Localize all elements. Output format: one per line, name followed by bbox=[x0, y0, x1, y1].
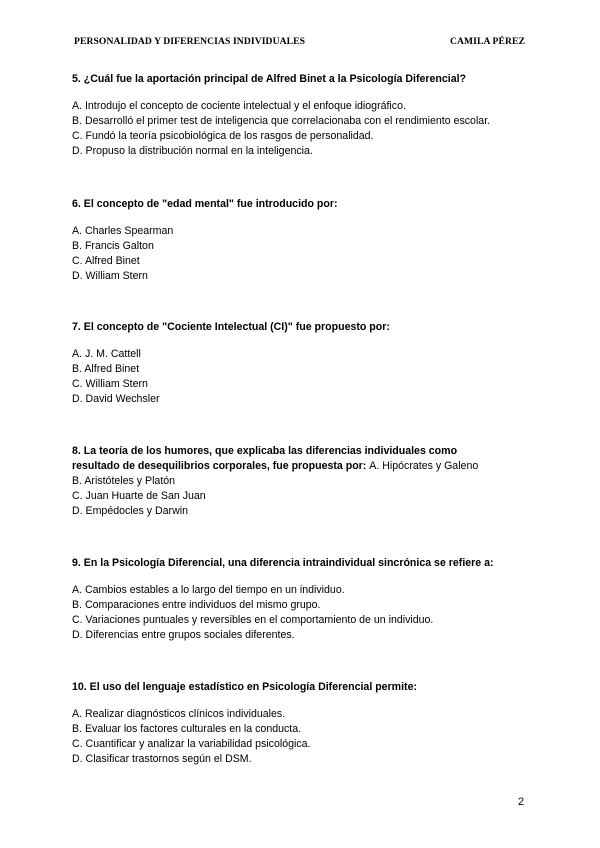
header-author: CAMILA PÉREZ bbox=[449, 36, 525, 47]
options-list bbox=[72, 224, 542, 284]
option-b: B. Alfred Binet bbox=[72, 363, 140, 375]
option-b: B. Evaluar los factores culturales en la conducta. bbox=[72, 723, 302, 735]
option-d: D. Propuso la distribución normal en la inteligencia. bbox=[72, 145, 313, 157]
options-list bbox=[72, 347, 542, 407]
options-list bbox=[72, 707, 542, 767]
option-b: B. Desarrolló el primer test de inteligencia que correlacionaba con el rendimiento escolar. bbox=[72, 115, 491, 127]
option-c: C. Fundó la teoría psicobiológica de los rasgos de personalidad. bbox=[72, 130, 374, 142]
option-b: B. Francis Galton bbox=[72, 240, 154, 252]
question-title: 6. El concepto de "edad mental" fue introducido por: bbox=[72, 198, 338, 210]
options-list bbox=[72, 99, 542, 159]
option-d: D. David Wechsler bbox=[72, 393, 160, 405]
option-d: D. Clasificar trastornos según el DSM. bbox=[72, 753, 252, 765]
option-b: B. Comparaciones entre individuos del mismo grupo. bbox=[72, 599, 321, 611]
option-c: C. Alfred Binet bbox=[72, 255, 140, 267]
question-title-line-1: 8. La teoría de los humores, que explicaba las diferencias individuales como bbox=[72, 445, 458, 457]
question-7 bbox=[72, 320, 542, 407]
options-list bbox=[72, 583, 542, 643]
question-title: 10. El uso del lenguaje estadístico en Psicología Diferencial permite: bbox=[72, 681, 417, 693]
page-number: 2 bbox=[518, 796, 525, 808]
option-a: A. J. M. Cattell bbox=[72, 348, 141, 360]
option-c: C. William Stern bbox=[72, 378, 148, 390]
option-d: D. Diferencias entre grupos sociales diferentes. bbox=[72, 629, 295, 641]
question-9 bbox=[72, 556, 542, 643]
header-course-title: PERSONALIDAD Y DIFERENCIAS INDIVIDUALES bbox=[74, 36, 306, 47]
question-title bbox=[72, 444, 542, 474]
option-c: C. Cuantificar y analizar la variabilidad psicológica. bbox=[72, 738, 311, 750]
question-10 bbox=[72, 680, 542, 767]
page-header bbox=[74, 36, 525, 50]
options-list bbox=[72, 474, 542, 519]
option-a: A. Charles Spearman bbox=[72, 225, 174, 237]
question-title-line-2: resultado de desequilibrios corporales, fue propuesta por: bbox=[72, 460, 367, 472]
question-title: 5. ¿Cuál fue la aportación principal de Alfred Binet a la Psicología Diferencial? bbox=[72, 73, 467, 85]
option-a: A. Cambios estables a lo largo del tiempo en un individuo. bbox=[72, 584, 345, 596]
question-title: 9. En la Psicología Diferencial, una diferencia intraindividual sincrónica se refiere a: bbox=[72, 557, 494, 569]
question-6 bbox=[72, 197, 542, 284]
option-c: C. Variaciones puntuales y reversibles en el comportamiento de un individuo. bbox=[72, 614, 434, 626]
option-a: A. Introdujo el concepto de cociente intelectual y el enfoque idiográfico. bbox=[72, 100, 406, 112]
option-c: C. Juan Huarte de San Juan bbox=[72, 490, 206, 502]
option-a: A. Hipócrates y Galeno bbox=[369, 460, 479, 472]
question-title: 7. El concepto de "Cociente Intelectual (CI)" fue propuesto por: bbox=[72, 321, 390, 333]
question-8 bbox=[72, 444, 542, 519]
option-b: B. Aristóteles y Platón bbox=[72, 475, 176, 487]
question-5 bbox=[72, 72, 542, 159]
option-d: D. Empédocles y Darwin bbox=[72, 505, 188, 517]
option-d: D. William Stern bbox=[72, 270, 148, 282]
option-a: A. Realizar diagnósticos clínicos individuales. bbox=[72, 708, 286, 720]
